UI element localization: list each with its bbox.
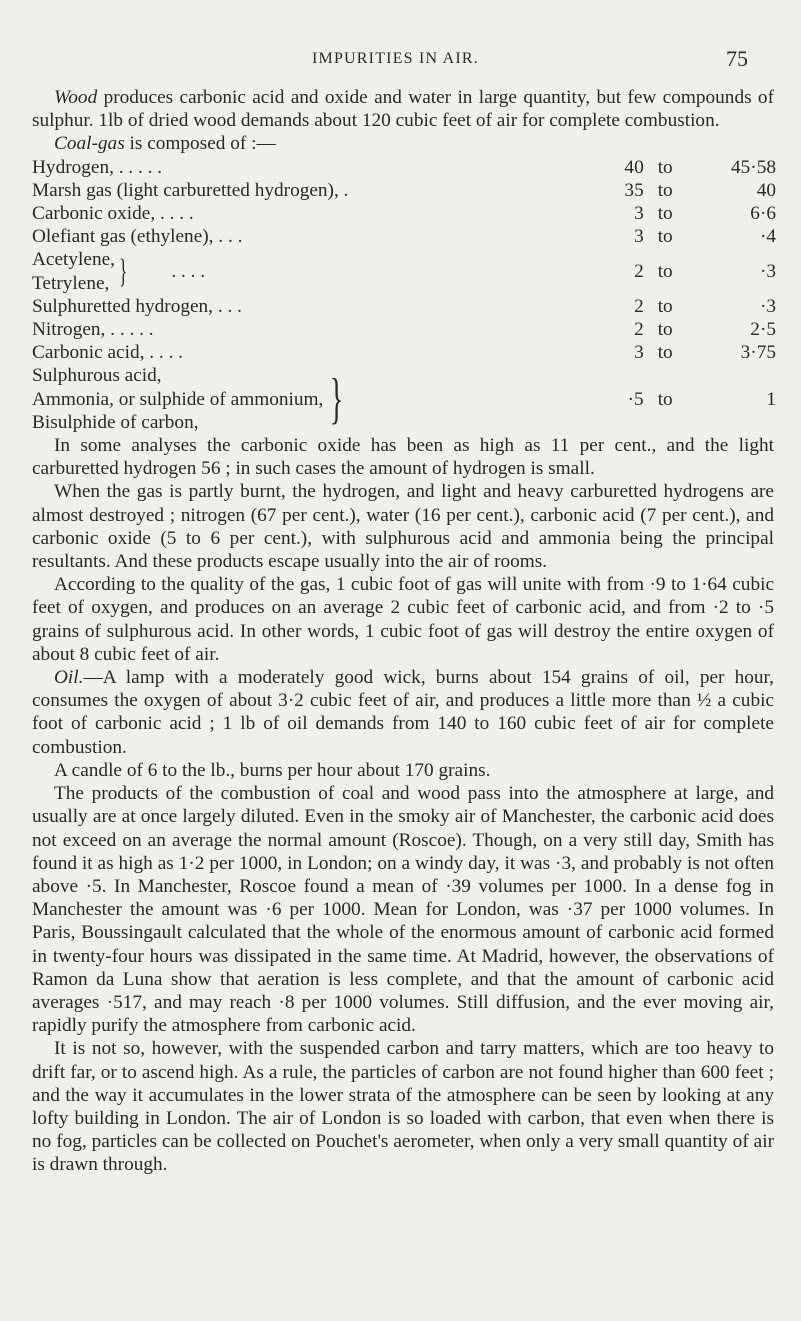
gas-name-group <box>32 364 570 434</box>
gas-name: Acetylene, <box>32 249 115 271</box>
paragraph-wood-text: produces carbonic acid and oxide and water in large quantity, but few compounds of sulphur. 1lb of dried wood demands about 120 cubic feet of air for complete combustion. <box>32 87 774 132</box>
gas-name: Carbonic oxide, . . . . <box>32 203 194 225</box>
paragraph-oil <box>32 666 774 759</box>
paragraph-coal-gas <box>32 132 774 155</box>
range-to: to <box>657 261 673 283</box>
paragraph-quality: According to the quality of the gas, 1 cubic foot of gas will unite with from ·9 to 1·64 cubic feet of oxygen, and produces on an average 2 cubic feet of carbonic acid, and from ·2 to ·5 grains of sulphurous acid. In other words, 1 cubic foot of gas will destroy the entire oxygen of about 8 cubic feet of air. <box>32 574 774 665</box>
range-high: 45·58 <box>731 156 776 178</box>
running-head: IMPURITIES IN AIR. <box>312 50 479 67</box>
range-low: 3 <box>634 203 644 225</box>
range-to: to <box>657 342 673 364</box>
term-coal-gas: Coal-gas <box>54 133 125 155</box>
brace-right: } <box>119 252 128 290</box>
gas-name: Ammonia, or sulphide of ammonium, <box>32 388 324 410</box>
term-oil: Oil. <box>54 667 84 689</box>
leader-dots: . . . . <box>171 261 206 283</box>
range-low: 35 <box>624 179 644 201</box>
range-high: ·4 <box>759 226 776 248</box>
range-low: ·5 <box>627 388 644 410</box>
paragraph-wood <box>32 86 774 132</box>
range-to: to <box>657 226 673 248</box>
gas-name: Olefiant gas (ethylene), . . . <box>32 226 243 248</box>
range-low: 40 <box>624 156 644 178</box>
range-high: 3·75 <box>740 342 776 364</box>
gas-name: Bisulphide of carbon, <box>32 411 199 433</box>
range-high: 2·5 <box>750 319 776 341</box>
gas-name: Sulphurous acid, <box>32 365 162 387</box>
table-row <box>32 318 776 341</box>
range-low: 3 <box>634 342 644 364</box>
range-to: to <box>657 319 673 341</box>
range-high: 40 <box>756 179 776 201</box>
page-number: 75 <box>726 46 748 71</box>
paragraph-coal-gas-text: is composed of :— <box>124 133 276 155</box>
paragraph-candle: A candle of 6 to the lb., burns per hour about 170 grains. <box>54 759 491 781</box>
gas-name-group <box>32 248 570 294</box>
table-row <box>32 295 776 318</box>
term-wood: Wood <box>54 87 98 108</box>
gas-name: Carbonic acid, . . . . <box>32 342 183 364</box>
range-to: to <box>657 203 673 225</box>
range-to: to <box>657 388 673 410</box>
coal-gas-composition-table <box>32 156 776 434</box>
table-row <box>32 202 776 225</box>
gas-name: Marsh gas (light carburetted hydrogen), . <box>32 179 349 201</box>
paragraph-partly-burnt: When the gas is partly burnt, the hydrogen, and light and heavy carburetted hydrogens are almost destroyed ; nitrogen (67 per cent.), water (16 per cent.), carbonic acid (7 per cent.), and carbonic oxide (5 to 6 per cent.), with sulphurous acid and ammonia being the principal resultants. And these products escape usually into the air of rooms. <box>32 481 774 573</box>
paragraph-analyses: In some analyses the carbonic oxide has been as high as 11 per cent., and the light carburetted hydrogen 56 ; in such cases the amount of hydrogen is small. <box>32 435 774 480</box>
table-row <box>32 156 776 179</box>
range-to: to <box>657 295 673 317</box>
paragraph-suspended-carbon: It is not so, however, with the suspended carbon and tarry matters, which are too heavy to drift far, or to ascend high. As a rule, the particles of carbon are not found higher than 600 feet ; and the way it accumulates in the lower strata of the atmosphere can be seen by looking at any lofty building in London. The air of London is so loaded with carbon, that even when there is no fog, particles can be collected on Pouchet's aerometer, when only a very small quantity of air is drawn through. <box>32 1038 774 1176</box>
gas-name: Hydrogen, . . . . . <box>32 156 163 178</box>
range-low: 2 <box>634 261 644 283</box>
range-low: 2 <box>634 295 644 317</box>
range-high: ·3 <box>759 295 776 317</box>
table-row <box>32 179 776 202</box>
body-text <box>32 86 774 1177</box>
table-row <box>32 364 776 434</box>
range-high: 6·6 <box>750 203 776 225</box>
table-row <box>32 225 776 248</box>
range-high: 1 <box>766 388 776 410</box>
range-to: to <box>657 179 673 201</box>
gas-name: Sulphuretted hydrogen, . . . <box>32 295 242 317</box>
range-low: 2 <box>634 319 644 341</box>
range-to: to <box>657 156 673 178</box>
table-row <box>32 341 776 364</box>
table-row <box>32 248 776 294</box>
gas-name: Tetrylene, <box>32 272 110 294</box>
brace-right: } <box>330 368 344 431</box>
range-low: 3 <box>634 226 644 248</box>
range-high: ·3 <box>759 261 776 283</box>
paragraph-oil-text: —A lamp with a moderately good wick, burns about 154 grains of oil, per hour, consumes the oxygen of about 3·2 cubic feet of air, and produces a little more than ½ a cubic foot of carbonic acid ; 1 lb of oil demands from 140 to 160 cubic feet of air for complete combustion. <box>32 667 774 758</box>
gas-name: Nitrogen, . . . . . <box>32 319 154 341</box>
page-header <box>0 46 801 72</box>
paragraph-products: The products of the combustion of coal and wood pass into the atmosphere at large, and usually are at once largely diluted. Even in the smoky air of Manchester, the carbonic acid does not exceed on an average the normal amount (Roscoe). Though, on a very still day, Smith has found it as high as 1·2 per 1000, in London; on a windy day, it was ·3, and probably is not often above ·5. In Manchester, Roscoe found a mean of ·39 volumes per 1000. In a dense fog in Manchester the amount was ·6 per 1000. Mean for London, was ·37 per 1000 volumes. In Paris, Boussingault calculated that the whole of the enormous amount of carbonic acid formed in twenty-four hours was dissipated in the same time. At Madrid, however, the observations of Ramon da Luna show that aeration is less complete, and that the amount of carbonic acid averages ·517, and may reach ·8 per 1000 volumes. Still diffusion, and the ever moving air, rapidly purify the atmosphere from carbonic acid. <box>32 783 774 1037</box>
